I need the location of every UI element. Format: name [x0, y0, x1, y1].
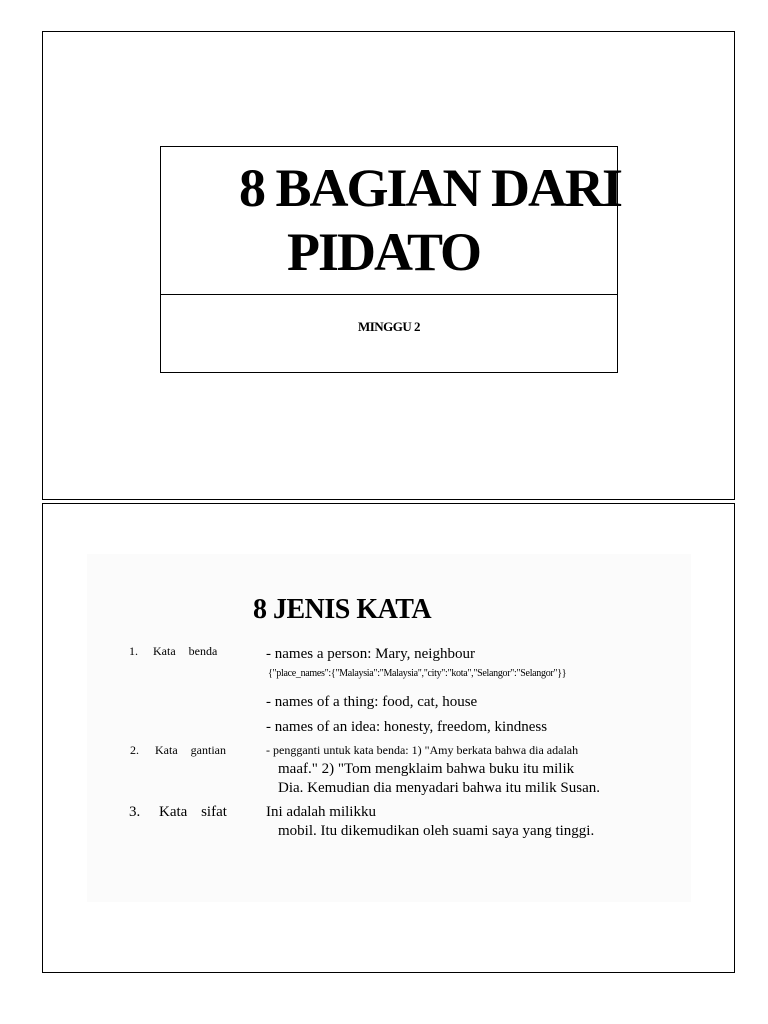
slide-content [87, 554, 691, 902]
title-divider [161, 294, 617, 295]
item-number: 3. [129, 804, 141, 820]
item-number: 1. [129, 644, 138, 658]
title-line-1: 8 BAGIAN DARI [239, 158, 622, 218]
item-label: Kata sifat [159, 804, 227, 820]
slide-2 [42, 503, 735, 973]
item-line: Dia. Kemudian dia menyadari bahwa itu milik Susan. [278, 780, 601, 796]
item-line: {"place_names":{"Malaysia":"Malaysia","city":"kota","Selangor":"Selangor"}} [268, 668, 567, 679]
title-line-2: PIDATO [287, 222, 481, 282]
item-line: - pengganti untuk kata benda: 1) "Amy berkata bahwa dia adalah [266, 743, 579, 757]
item-number: 2. [130, 743, 139, 757]
item-line: mobil. Itu dikemudikan oleh suami saya yang tinggi. [278, 823, 595, 839]
item-line: - names of a thing: food, cat, house [266, 694, 478, 710]
item-label: Kata benda [153, 644, 218, 658]
item-line: maaf." 2) "Tom mengklaim bahwa buku itu milik [278, 761, 575, 777]
item-line: - names of an idea: honesty, freedom, kindness [266, 719, 548, 735]
item-line: Ini adalah milikku [266, 804, 376, 820]
item-line: - names a person: Mary, neighbour [266, 646, 475, 662]
title-box [160, 146, 622, 373]
item-label: Kata gantian [155, 743, 226, 757]
slide-1 [42, 31, 735, 500]
slide-heading: 8 JENIS KATA [253, 594, 432, 625]
subtitle: MINGGU 2 [357, 319, 421, 334]
